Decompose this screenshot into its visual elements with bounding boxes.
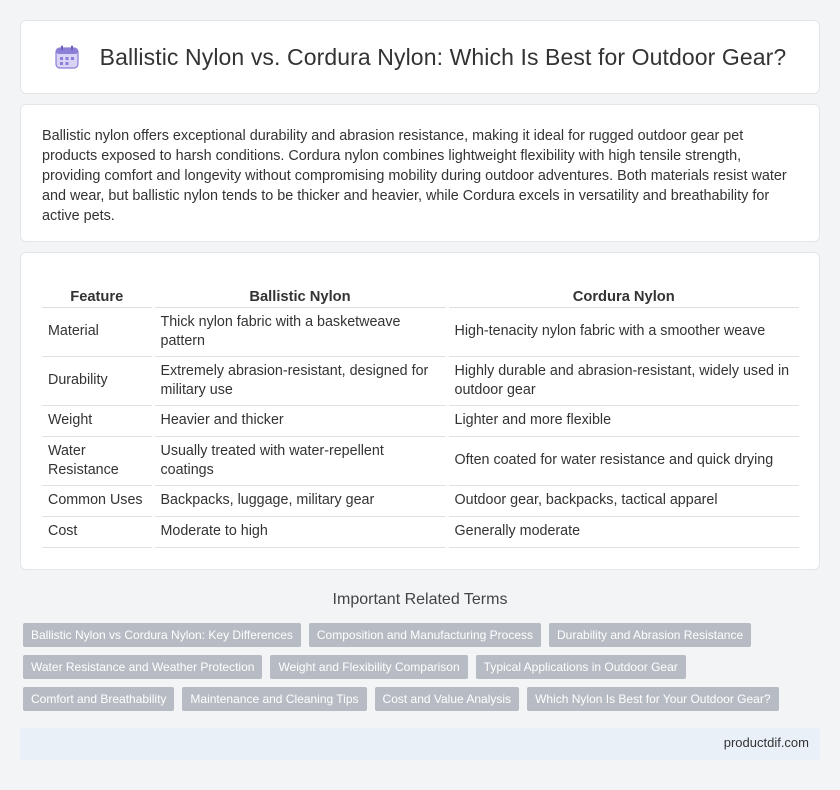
related-term-tag[interactable]: Water Resistance and Weather Protection bbox=[23, 655, 262, 679]
page-header bbox=[20, 20, 820, 94]
related-term-tag[interactable]: Maintenance and Cleaning Tips bbox=[182, 687, 366, 711]
row-cordura: Often coated for water resistance and quick drying bbox=[447, 436, 799, 485]
row-cordura: Lighter and more flexible bbox=[447, 405, 799, 436]
row-ballistic: Thick nylon fabric with a basketweave pattern bbox=[153, 307, 447, 356]
page-title: Ballistic Nylon vs. Cordura Nylon: Which Is Best for Outdoor Gear? bbox=[99, 43, 787, 70]
footer-site-link[interactable]: productdif.com bbox=[723, 735, 809, 750]
table-row bbox=[42, 485, 799, 516]
related-term-tag[interactable]: Ballistic Nylon vs Cordura Nylon: Key Differences bbox=[23, 623, 301, 647]
row-cordura: Outdoor gear, backpacks, tactical apparel bbox=[447, 485, 799, 516]
intro-paragraph: Ballistic nylon offers exceptional durability and abrasion resistance, making it ideal for rugged outdoor gear pet products exposed to harsh conditions. Cordura nylon combines lightweight flexibility with high tensile strength, providing comfort and longevity without compromising mobility during outdoor adventures. Both materials resist water and wear, but ballistic nylon tends to be thicker and heavier, while Cordura excels in versatility and breathability for active pets. bbox=[42, 128, 787, 224]
header-cordura: Cordura Nylon bbox=[447, 281, 799, 307]
row-ballistic: Moderate to high bbox=[153, 516, 447, 547]
related-term-tag[interactable]: Cost and Value Analysis bbox=[375, 687, 520, 711]
row-feature: Water Resistance bbox=[42, 436, 153, 485]
related-terms-title: Important Related Terms bbox=[332, 591, 508, 608]
row-feature: Common Uses bbox=[42, 485, 153, 516]
table-row bbox=[42, 436, 799, 485]
calendar-icon bbox=[54, 44, 80, 70]
row-ballistic: Heavier and thicker bbox=[153, 405, 447, 436]
comparison-card bbox=[20, 252, 820, 570]
header-feature: Feature bbox=[42, 281, 153, 307]
table-row bbox=[42, 307, 799, 356]
tag-row bbox=[23, 623, 820, 647]
row-cordura: Generally moderate bbox=[447, 516, 799, 547]
row-feature: Durability bbox=[42, 356, 153, 405]
related-term-tag[interactable]: Composition and Manufacturing Process bbox=[309, 623, 541, 647]
row-ballistic: Usually treated with water-repellent coatings bbox=[153, 436, 447, 485]
tag-row bbox=[23, 655, 820, 679]
row-feature: Material bbox=[42, 307, 153, 356]
table-row bbox=[42, 516, 799, 547]
tag-row bbox=[23, 687, 820, 711]
comparison-table bbox=[42, 281, 799, 548]
table-row bbox=[42, 405, 799, 436]
header-ballistic: Ballistic Nylon bbox=[153, 281, 447, 307]
related-term-tag[interactable]: Which Nylon Is Best for Your Outdoor Gear? bbox=[527, 687, 778, 711]
related-term-tag[interactable]: Weight and Flexibility Comparison bbox=[270, 655, 467, 679]
related-term-tag[interactable]: Typical Applications in Outdoor Gear bbox=[476, 655, 686, 679]
row-ballistic: Extremely abrasion-resistant, designed for military use bbox=[153, 356, 447, 405]
row-feature: Cost bbox=[42, 516, 153, 547]
intro-card bbox=[20, 104, 820, 242]
row-feature: Weight bbox=[42, 405, 153, 436]
related-term-tag[interactable]: Durability and Abrasion Resistance bbox=[549, 623, 751, 647]
related-terms-list bbox=[23, 623, 820, 719]
related-term-tag[interactable]: Comfort and Breathability bbox=[23, 687, 174, 711]
page-footer bbox=[20, 728, 820, 760]
row-ballistic: Backpacks, luggage, military gear bbox=[153, 485, 447, 516]
table-row bbox=[42, 356, 799, 405]
table-header-row bbox=[42, 281, 799, 307]
row-cordura: Highly durable and abrasion-resistant, widely used in outdoor gear bbox=[447, 356, 799, 405]
row-cordura: High-tenacity nylon fabric with a smoother weave bbox=[447, 307, 799, 356]
